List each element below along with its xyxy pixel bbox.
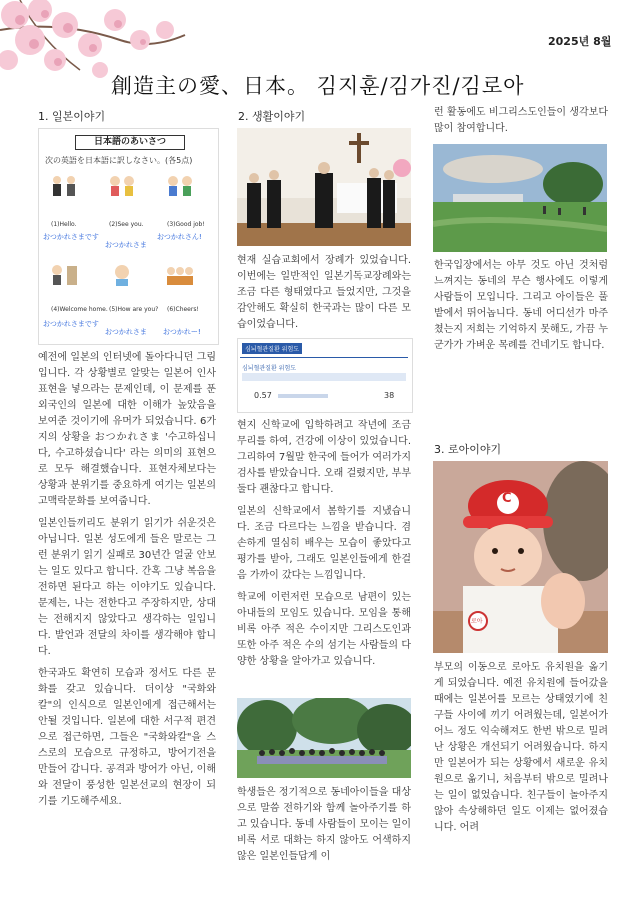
health-report-image: [237, 338, 413, 413]
report-subtitle: 심뇌혈관질환 위험도: [242, 365, 297, 372]
worksheet-item-label: (6)Cheers!: [167, 306, 199, 313]
issue-date: 2025년 8월: [548, 35, 612, 48]
column-3-body-c: [434, 660, 608, 842]
newsletter-title: 創造主の愛、日本。 김지훈/김가진/김로아: [111, 74, 525, 98]
report-value-right: 38: [384, 391, 395, 400]
section-heading-life: 2. 생활이야기: [238, 110, 306, 123]
worksheet-answer: おつかれー!: [163, 328, 201, 336]
body-paragraph: 일본의 신학교에서 봄학기를 지냈습니다. 조금 다르다는 느낌을 받습니다. 겸손하게 열심히 배우는 모습이 좋았다고 평가를 받아, 그래도 일본인들에게 한걸음 가까이 갔다는 느낌입니다.: [237, 506, 411, 581]
column-2-body-c: [237, 785, 411, 871]
greeting-figure: [49, 264, 79, 286]
body-paragraph: 런 활동에도 비그리스도인들이 생각보다 많이 참여합니다.: [434, 107, 608, 134]
worksheet-answer: おつかれさま: [105, 328, 147, 336]
worksheet-item-label: (5)How are you?: [109, 306, 159, 313]
worksheet-title: 日本語のあいさつ: [75, 135, 185, 150]
funeral-photo: [237, 128, 411, 246]
column-1-body: [38, 350, 216, 816]
greeting-figure: [107, 264, 137, 286]
worksheet-answer: おつかれさま: [105, 241, 147, 249]
column-3-body-a: [434, 105, 608, 143]
worksheet-answer: おつかれさまです: [43, 233, 99, 241]
body-paragraph: 학생들은 정기적으로 동네아이들을 대상으로 말씀 전하기와 함께 놀아주기를 하고 있습니다. 동네 사람들이 모이는 일이 비록 서로 대화는 하지 않아도 어색하지 않은 일본인들답게 이: [237, 787, 411, 862]
child-photo-drawing: [433, 461, 608, 653]
greeting-figure: [107, 175, 137, 197]
section-heading-roa: 3. 로아이야기: [434, 443, 502, 456]
worksheet-answer: おつかれさまです: [43, 320, 99, 328]
cap-letter: C: [502, 491, 512, 506]
group-photo: [237, 698, 411, 778]
body-paragraph: 일본인들끼리도 분위기 읽기가 쉬운것은 아닙니다. 일본 성도에게 들은 말로는 그런 분위기 읽기 실패로 30년간 얼굴 안보는 일도 있다고 합니다. 간혹 그냥 복음을 전하면 된다고 하는 이야기도 있습니다. 문제는, 나는 전한다고 주장하지만, 상대는 전해지지 않았다고 생각하는 일입니다. 발언과 전달의 차이를 생각해야 합니다.: [38, 518, 216, 657]
body-paragraph: 한국과도 확연히 모습과 정서도 다른 문화를 갖고 있습니다. 더이상 "국화와칼"의 인식으로 일본인에게 접근해서는 안될 것입니다. 일본에 대한 서구적 편견으로 접근하면, 그들은 "국화와칼"을 스스로의 모습으로 규정하고, 방어기전을 만들어 갑니다. 공격과 방어가 아닌, 이해와 전달이 풍성한 일본선교의 현장이 되기를 기도해주세요.: [38, 668, 216, 807]
greeting-figure: [165, 264, 195, 286]
worksheet-answer: おつかれさん!: [157, 233, 202, 241]
body-paragraph: 예전에 일본의 인터넷에 돌아다니던 그림입니다. 각 상황별로 알맞는 일본어 인사표현을 넣으라는 문제인데, 이 문제를 푼 외국인의 일본에 대한 이해가 높았음을 보여준 것이기에 유머가 되었습니다. 6가지의 상황을 おつかれさま '수고하십니다, 수고하셨습니다' 라는 의미의 표현으로 모두 해결했습니다. 표현자체보다는 상황과 분위기를 중요하게 여기는 일본의 고맥락문화를 보여줍니다.: [38, 352, 216, 507]
greeting-figure: [49, 175, 79, 197]
greeting-worksheet-image: [38, 128, 219, 345]
column-2-body-a: [237, 253, 411, 339]
body-paragraph: 현재 실습교회에서 장례가 있었습니다. 이번에는 일반적인 일본기독교장례와는 조금 다른 형태였다고 들었지만, 그것을 감안해도 확실히 한국과는 많이 다른 모습이었습니다.: [237, 255, 411, 330]
section-heading-japan: 1. 일본이야기: [38, 110, 106, 123]
worksheet-item-label: (1)Hello.: [51, 221, 77, 228]
body-paragraph: 부모의 이동으로 로아도 유치원을 옮기게 되었습니다. 예전 유치원에 들어갔을 때에는 일본어를 모르는 상태였기에 친구들 사이에 끼기 어려웠는데, 일본어가 어느 정도 익숙해져도 한번 밖으로 밀려난 상황은 개선되기 어려웠습니다. 하지만 일본어가 되는 상황에서 새로운 유치원으로 옮기니, 처음부터 밖으로 밀려나는 일이 없었습니다. 친구들이 놀아주지 않아 속상해하던 일도 이제는 없어졌습니다. 어려: [434, 662, 608, 833]
worksheet-item-label: (3)Good job!: [167, 221, 205, 228]
name-tag: 로아: [471, 618, 483, 625]
report-value-left: 0.57: [254, 391, 272, 400]
worksheet-instruction: 次の英語を日本語に訳しなさい。(各5点): [45, 156, 193, 165]
column-2-body-b: [237, 418, 411, 676]
greeting-figure: [165, 175, 195, 197]
body-paragraph: 현지 신학교에 입학하려고 작년에 조금 무리를 하여, 건강에 이상이 있었습니다. 그리하여 7월말 한국에 들어가 여러가지 검사를 받았습니다. 오래 걸렸지만, 부부 둘다 괜찮다고 합니다.: [237, 420, 411, 495]
body-paragraph: 한국입장에서는 아무 것도 아닌 것처럼 느껴지는 동네의 무슨 행사에도 이렇게 사람들이 모입니다. 그리고 아이들은 풀밭에서 뛰어놉니다. 동네 어디선가 마주쳤는지 저희는 기억하지 못해도, 가끔 누군가가 가벼운 목례를 건네기도 합니다.: [434, 260, 608, 351]
worksheet-item-label: (2)See you.: [109, 221, 144, 228]
report-title: 심뇌혈관질환 위험도: [242, 343, 302, 354]
worksheet-item-label: (4)Welcome home.: [51, 306, 108, 313]
child-photo: [433, 461, 608, 653]
body-paragraph: 학교에 이런저런 모습으로 남편이 있는 아내들의 모임도 있습니다. 모임을 통해 비록 아주 적은 수이지만 그리스도인과 또한 아주 적은 수의 섬기는 사람들의 다양한 상황을 알아가고 있습니다.: [237, 592, 411, 667]
column-3-body-b: [434, 258, 608, 360]
park-photo: [433, 144, 607, 252]
